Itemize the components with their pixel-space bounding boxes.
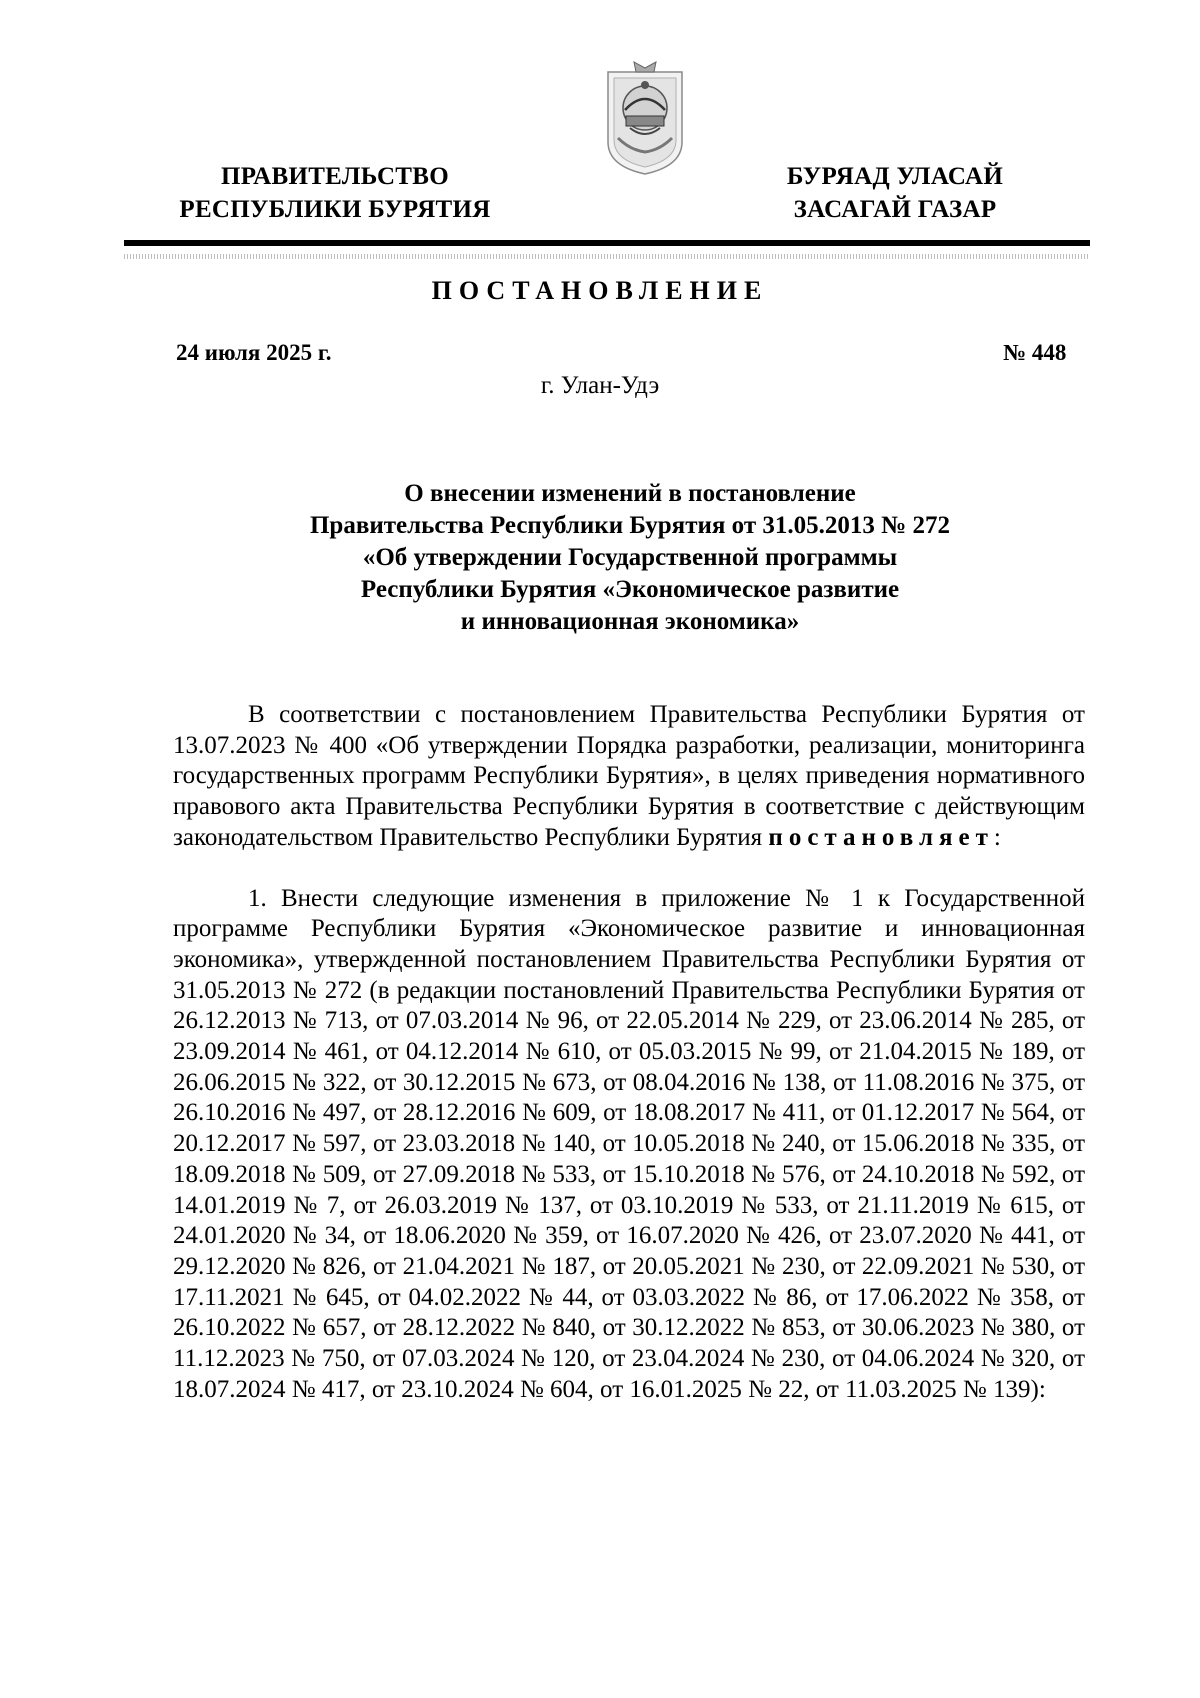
preamble-text: В соответствии с постановлением Правительства Республики Бурятия от 13.07.2023 № 400 «Об утверждении Порядка разработки, реализации, мониторинга государственных программ Республики Бурятия», в целях приведения нормативного правового акта Правительства Республики Бурятия в соответствие с действующим законодательством Правительство Республики Бурятия <box>173 701 1085 851</box>
document-title <box>230 478 1030 638</box>
document-date: 24 июля 2025 г. <box>176 340 332 365</box>
buryatia-coat-of-arms-icon <box>600 58 690 178</box>
document-city: г. Улан-Удэ <box>540 372 660 399</box>
issuer-name-russian <box>145 160 525 226</box>
document-title-line: и инновационная экономика» <box>460 608 800 635</box>
document-title-line: Правительства Республики Бурятия от 31.05.2013 № 272 <box>309 512 950 539</box>
document-number: № 448 <box>1003 340 1067 365</box>
preamble-colon: : <box>993 823 1001 851</box>
header-divider-thick <box>124 240 1090 246</box>
issuer-name-russian-line2: РЕСПУБЛИКИ БУРЯТИЯ <box>179 196 491 223</box>
issuer-name-russian-line1: ПРАВИТЕЛЬСТВО <box>221 163 449 190</box>
resolves-keyword: постановляет <box>768 823 994 851</box>
document-title-line: Республики Бурятия «Экономическое развитие <box>360 576 900 603</box>
document-type: ПОСТАНОВЛЕНИЕ <box>431 276 769 305</box>
document-body <box>173 700 1085 1405</box>
issuer-name-buryat <box>730 160 1060 226</box>
clause-1-paragraph: 1. Внести следующие изменения в приложение № 1 к Государственной программе Республики Бурятия «Экономическое развитие и инновационная экономика», утвержденной постановлением Правительства Республики Бурятия от 31.05.2013 № 272 (в редакции постановлений Правительства Республики Бурятия от 26.12.2013 № 713, от 07.03.2014 № 96, от 22.05.2014 № 229, от 23.06.2014 № 285, от 23.09.2014 № 461, от 04.12.2014 № 610, от 05.03.2015 № 99, от 21.04.2015 № 189, от 26.06.2015 № 322, от 30.12.2015 № 673, от 08.04.2016 № 138, от 11.08.2016 № 375, от 26.10.2016 № 497, от 28.12.2016 № 609, от 18.08.2017 № 411, от 01.12.2017 № 564, от 20.12.2017 № 597, от 23.03.2018 № 140, от 10.05.2018 № 240, от 15.06.2018 № 335, от 18.09.2018 № 509, от 27.09.2018 № 533, от 15.10.2018 № 576, от 24.10.2018 № 592, от 14.01.2019 № 7, от 26.03.2019 № 137, от 03.10.2019 № 533, от 21.11.2019 № 615, от 24.01.2020 № 34, от 18.06.2020 № 359, от 16.07.2020 № 426, от 23.07.2020 № 441, от 29.12.2020 № 826, от 21.04.2021 № 187, от 20.05.2021 № 230, от 22.09.2021 № 530, от 17.11.2021 № 645, от 04.02.2022 № 44, от 03.03.2022 № 86, от 17.06.2022 № 358, от 26.10.2022 № 657, от 28.12.2022 № 840, от 30.12.2022 № 853, от 30.06.2023 № 380, от 11.12.2023 № 750, от 07.03.2024 № 120, от 23.04.2024 № 230, от 04.06.2024 № 320, от 18.07.2024 № 417, от 23.10.2024 № 604, от 16.01.2025 № 22, от 11.03.2025 № 139): <box>173 884 1085 1403</box>
preamble-paragraph <box>173 700 1085 854</box>
document-title-line: О внесении изменений в постановление <box>404 480 856 507</box>
document-title-line: «Об утверждении Государственной программы <box>362 544 898 571</box>
issuer-name-buryat-line2: ЗАСАГАЙ ГАЗАР <box>793 196 997 223</box>
header-divider-thin <box>124 254 1090 259</box>
issuer-name-buryat-line1: БУРЯАД УЛАСАЙ <box>786 163 1004 190</box>
